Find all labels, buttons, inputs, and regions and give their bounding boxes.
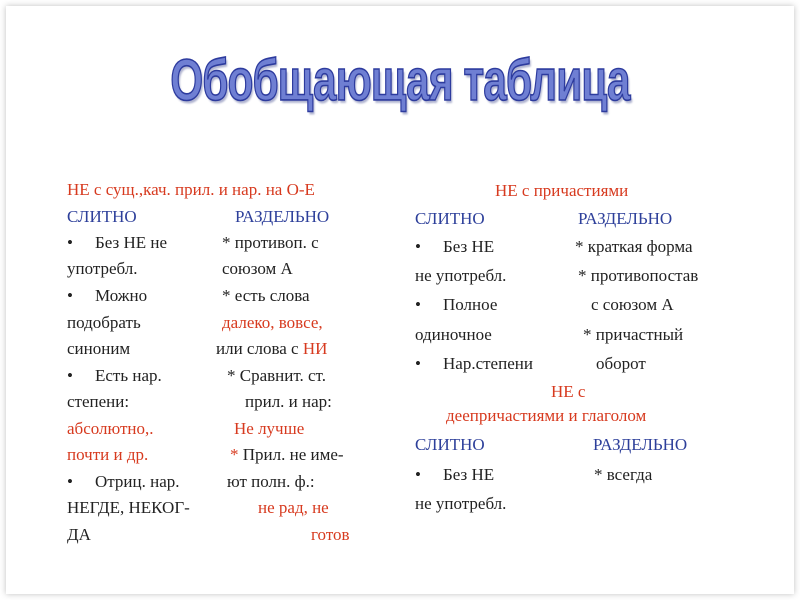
right-item-4: • Без НЕ — [415, 465, 494, 485]
left-sep-3-example: Не лучше — [234, 419, 305, 438]
left-sep-2-cont — [216, 339, 327, 359]
right-item-2: • Полное — [415, 295, 497, 315]
right-item-3: • Нар.степени — [415, 354, 533, 374]
right-heading2-line2: деепричастиями и глаголом — [446, 406, 647, 425]
left-sep-2-ni: НИ — [302, 339, 328, 358]
left-sep-3-cont: прил. и нар: — [245, 392, 332, 411]
right-item-2-cont: одиночное — [415, 325, 492, 344]
left-sep-2-example: далеко, вовсе, — [222, 313, 323, 332]
left-sep-1-cont: союзом А — [222, 259, 293, 278]
right-sep-3-cont: оборот — [596, 354, 646, 373]
right-sep-1: * краткая форма — [575, 237, 693, 256]
left-col-together: СЛИТНО — [67, 207, 137, 226]
right-col-together: СЛИТНО — [415, 209, 485, 228]
right-item-4-cont: не употребл. — [415, 494, 507, 513]
right-heading: НЕ с причастиями — [495, 181, 629, 200]
left-sep-4-text: Прил. не име- — [242, 445, 344, 464]
right-sep-4: * всегда — [594, 465, 653, 484]
left-item-4-cont2: ДА — [67, 525, 91, 544]
left-item-3-cont: степени: — [67, 392, 130, 411]
left-sep-4-example: не рад, не — [258, 498, 329, 517]
left-item-3: • Есть нар. — [67, 366, 162, 386]
left-item-2: • Можно — [67, 286, 147, 306]
right-sep-2: * противопостав — [578, 266, 699, 285]
right-heading2-line1: НЕ с — [551, 382, 586, 401]
right-sep-2-cont: с союзом А — [591, 295, 674, 314]
left-item-4-cont: НЕГДЕ, НЕКОГ- — [67, 498, 190, 517]
left-sep-4-star: * — [230, 445, 243, 464]
page-title: Обобщающая таблица — [170, 48, 630, 113]
right-col2-separate: РАЗДЕЛЬНО — [593, 435, 688, 454]
left-sep-4-cont: ют полн. ф.: — [227, 472, 315, 491]
left-item-2-cont: подобрать — [67, 313, 141, 332]
right-col-separate: РАЗДЕЛЬНО — [578, 209, 673, 228]
left-item-4: • Отриц. нар. — [67, 472, 180, 492]
left-sep-2: * есть слова — [222, 286, 310, 305]
left-item-1-cont: употребл. — [67, 259, 138, 278]
right-sep-3: * причастный — [583, 325, 684, 344]
left-heading: НЕ с сущ.,кач. прил. и нар. на О-Е — [67, 180, 315, 199]
left-sep-4 — [230, 445, 344, 465]
right-col2-together: СЛИТНО — [415, 435, 485, 454]
left-sep-1: * противоп. с — [222, 233, 319, 252]
left-sep-4-example2: готов — [311, 525, 350, 544]
left-sep-2-text: или слова с — [216, 339, 303, 358]
right-item-1-cont: не употребл. — [415, 266, 507, 285]
right-item-1: • Без НЕ — [415, 237, 494, 257]
left-item-3-example2: почти и др. — [67, 445, 149, 464]
left-item-1: • Без НЕ не — [67, 233, 167, 253]
left-item-2-cont2: синоним — [67, 339, 131, 358]
left-item-3-example: абсолютно,. — [67, 419, 154, 438]
left-col-separate: РАЗДЕЛЬНО — [235, 207, 330, 226]
left-sep-3: * Сравнит. ст. — [227, 366, 326, 385]
